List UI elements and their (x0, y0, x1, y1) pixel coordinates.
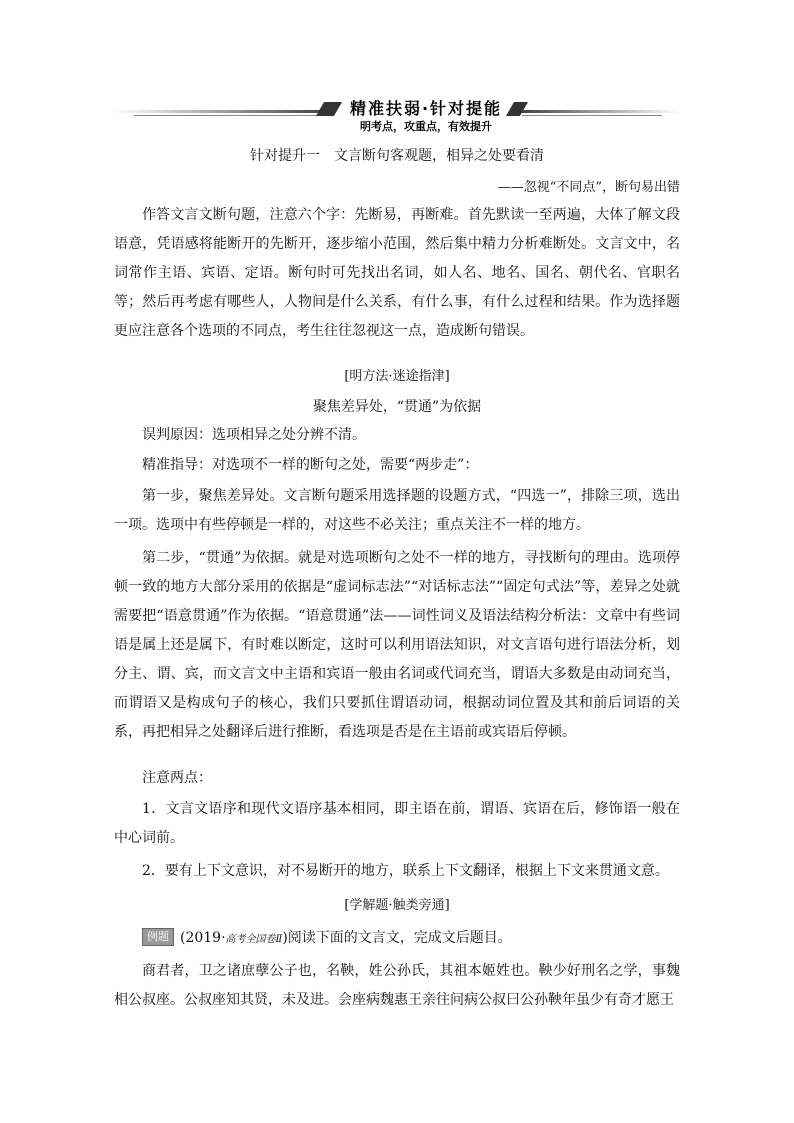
intro-paragraph: 作答文言文断句题，注意六个字：先断易，再断难。首先默读一至两遍，大体了解文段语意，凭语感将能断开的先断开，逐步缩小范围，然后集中精力分析难断处。文言文中，名词常作主语、宾语、定语。断句时可先找出名词，如人名、地名、国名、朝代名、官职名等；然后再考虑有哪些人，人物间是什么关系，有什么事，有什么过程和结果。作为选择题更应注意各个选项的不同点，考生往往忽视这一点，造成断句错误。 (114, 207, 680, 339)
banner-rule-right (522, 110, 680, 113)
note-two: 2．要有上下文意识，对不易断开的地方，联系上下文翻译，根据上下文来贯通文意。 (142, 863, 669, 879)
example-source-name: 高考全国卷Ⅱ (225, 934, 283, 945)
banner-rule-left-thin (134, 115, 324, 116)
banner-rule-right-thin (522, 115, 662, 116)
notes-title: 注意两点： (142, 770, 212, 786)
banner-rule-left (114, 110, 324, 113)
example-source-open: (2019· (180, 930, 226, 946)
example-badge: 例题 (142, 928, 174, 946)
guide-text: 精准指导：对选项不一样的断句之处，需要“两步走”： (142, 457, 479, 473)
error-reason: 误判原因：选项相异之处分辨不清。 (142, 427, 366, 443)
method-subtitle: 聚焦差异处，“贯通”为依据 (312, 399, 482, 415)
method-title: [明方法·迷途指津] (344, 369, 450, 384)
note-one: 1．文言文语序和现代文语序基本相同，即主语在前，谓语、宾语在后，修饰语一般在中心词前。 (114, 801, 680, 846)
section-banner (114, 96, 680, 136)
step-two-paragraph: 第二步，“贯通”为依据。就是对选项断句之处不一样的地方，寻找断句的理由。选项停顿一致的地方大部分采用的依据是“虚词标志法”“对话标志法”“固定句式法”等，差异之处就需要把“语意贯通”作为依据。“语意贯通”法——词性词义及语法结构分析法：文章中有些词语是属上还是属下，有时难以断定，这时可以利用语法知识，对文言语句进行语法分析，划分主、谓、宾，而文言文中主语和宾语一般由名词或代词充当，谓语大多数是由动词充当，而谓语又是构成句子的核心，我们只要抓住谓语动词，根据动词位置及其和前后词语的关系，再把相异之处翻译后进行推断，看选项是否是在主语前或宾语后停顿。 (114, 550, 680, 740)
section-heading: 针对提升一 文言断句客观题，相异之处要看清 (250, 148, 544, 164)
example-source-close: )阅读下面的文言文，完成文后题目。 (282, 930, 512, 946)
practice-title: [学解题·触类旁通] (344, 898, 450, 913)
passage-paragraph: 商君者，卫之诸庶孽公子也，名鞅，姓公孙氏，其祖本姬姓也。鞅少好刑名之学，事魏相公叔座。公叔座知其贤，未及进。会座病魏惠王亲往问病公叔曰公孙鞅年虽少有奇才愿王 (114, 963, 680, 1008)
example-intro (142, 924, 512, 954)
epigraph: ——忽视“不同点”，断句易出错 (497, 180, 680, 195)
banner-title: 精准扶弱·针对提能 (349, 99, 503, 118)
banner-subtitle: 明考点，攻重点，有效提升 (360, 120, 492, 133)
step-one-paragraph: 第一步，聚焦差异处。文言断句题采用选择题的设题方式，“四选一”，排除三项，选出一项。选项中有些停顿是一样的，对这些不必关注；重点关注不一样的地方。 (114, 488, 680, 533)
